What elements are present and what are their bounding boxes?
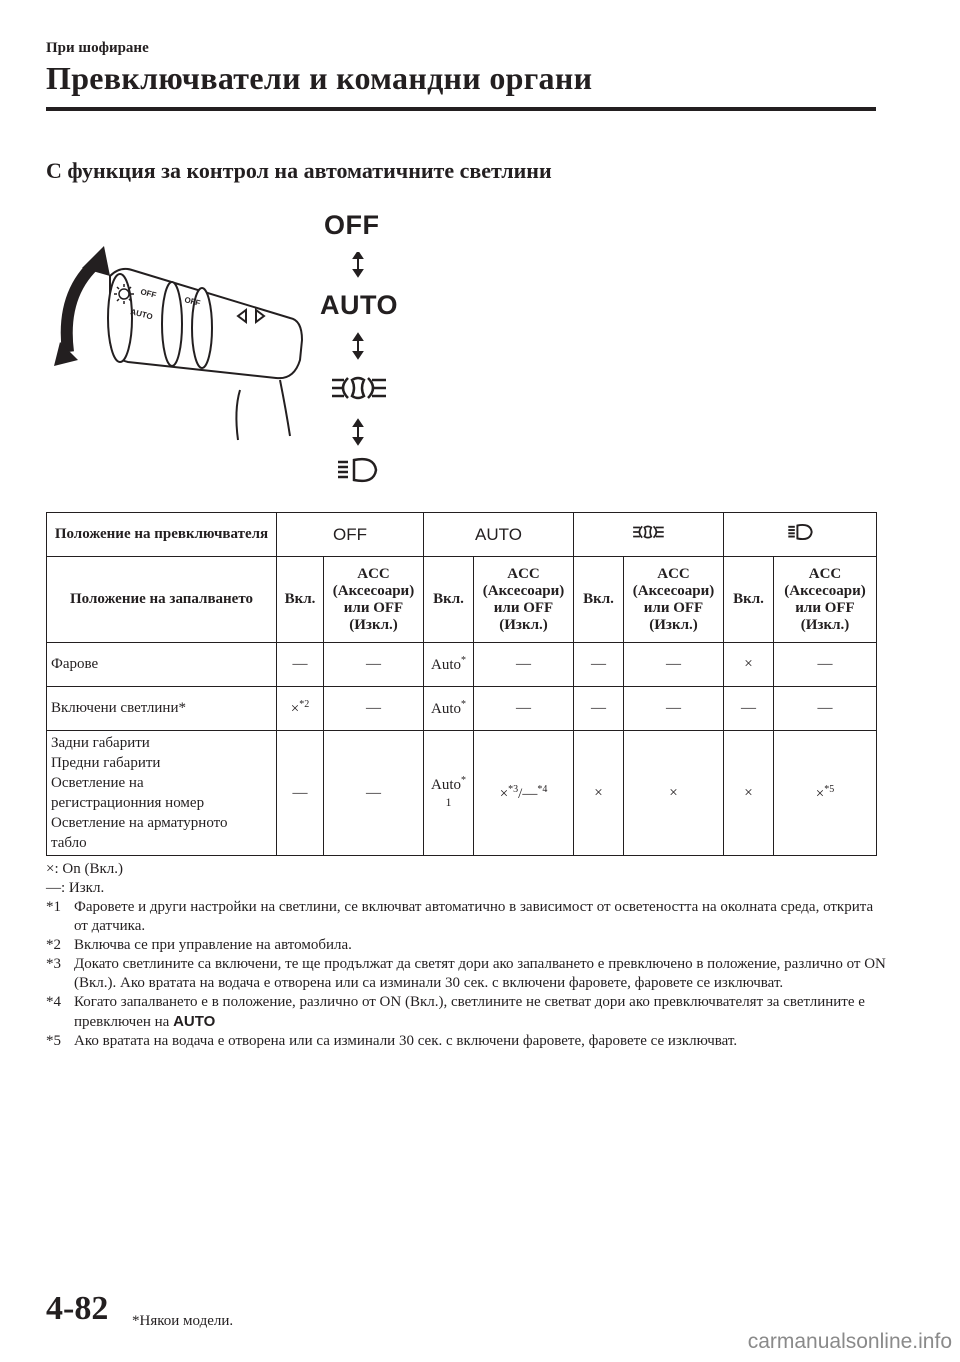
ignition-acc-cell: ACC (Аксесоари) или OFF (Изкл.) <box>624 557 724 643</box>
col-off-header: OFF <box>277 513 424 557</box>
table-row <box>47 687 877 731</box>
table-cell: — <box>624 687 724 731</box>
ignition-acc-cell: ACC (Аксесоари) или OFF (Изкл.) <box>324 557 424 643</box>
footer-note: *Някои модели. <box>132 1313 234 1329</box>
table-cell: — <box>324 731 424 856</box>
table-cell: × <box>724 731 774 856</box>
table-cell: — <box>277 731 324 856</box>
page-title: Превключватели и командни органи <box>46 60 593 96</box>
table-row <box>47 731 877 856</box>
rotation-arrow-icon <box>54 246 110 366</box>
ignition-on-cell: Вкл. <box>724 557 774 643</box>
auto-symbol: AUTO <box>173 1013 216 1030</box>
table-header-row <box>47 513 877 557</box>
auto-position-label: AUTO <box>320 290 399 320</box>
row-label: Задни габарити Предни габарити Осветление на регистрационния номер Осветление на арматурното табло <box>47 731 277 856</box>
table-cell: Auto* 1 <box>424 731 474 856</box>
row-label: Включени светлини* <box>47 687 277 731</box>
table-cell: ×$^{*3}$/—$^{*4}$ <box>474 731 574 856</box>
table-cell: — <box>324 687 424 731</box>
table-cell: — <box>774 687 877 731</box>
footnote: *5 Ако вратата на водача е отворена или са изминали 30 сек. с включени фаровете, фаровете се изключват. <box>46 1033 738 1049</box>
headlight-icon <box>787 522 813 542</box>
footnote: *2 Включва се при управление на автомобила. <box>46 937 352 953</box>
svg-text:AUTO: AUTO <box>129 307 154 322</box>
table-cell: × <box>724 643 774 687</box>
table-cell: ×$^{*2}$ <box>277 687 324 731</box>
table-cell: — <box>724 687 774 731</box>
section-label: При шофиране <box>46 40 149 56</box>
position-arrows <box>330 252 390 492</box>
table-cell: × <box>624 731 724 856</box>
ignition-on-cell: Вкл. <box>277 557 324 643</box>
footnote: *4 Когато запалването е в положение, различно от ON (Вкл.), светлините не светват дори ако превключвателят за светлините е превключен на AUTO <box>46 994 865 1030</box>
title-divider <box>46 107 876 111</box>
table-cell: — <box>474 687 574 731</box>
table-cell: × <box>574 731 624 856</box>
table-cell: — <box>277 643 324 687</box>
table-cell: — <box>774 643 877 687</box>
col-auto-header: AUTO <box>424 513 574 557</box>
footnote: *1 Фаровете и други настройки на светлини, се включват автоматично в зависимост от осветеността на околната среда, открита от датчика. <box>46 899 874 934</box>
table-cell: Auto* <box>424 687 474 731</box>
light-operation-table <box>46 512 877 856</box>
watermark: carmanualsonline.info <box>747 1330 952 1353</box>
switch-position-header: Положение на превключвателя <box>47 513 277 557</box>
table-cell: Auto* <box>424 643 474 687</box>
table-row <box>47 643 877 687</box>
table-cell: — <box>624 643 724 687</box>
col-parking-header <box>574 513 724 557</box>
table-cell: ×$^{*5}$ <box>774 731 877 856</box>
footnote: *3 Докато светлините са включени, те ще продължат да светят дори ако запалването е превключено в положение, различно от ON (Вкл.). Ако вратата на водача е отворена или са изминали 30 сек. с включени фаровете, фаровете се изключват. <box>46 956 886 991</box>
table-cell: — <box>474 643 574 687</box>
row-label: Фарове <box>47 643 277 687</box>
legend-on: ×: On (Вкл.) <box>46 861 123 877</box>
table-cell: — <box>574 687 624 731</box>
ignition-row <box>47 557 877 643</box>
table-notes <box>46 860 886 1051</box>
col-headlight-header <box>724 513 877 557</box>
headlight-icon <box>338 459 376 481</box>
svg-text:OFF: OFF <box>183 295 202 308</box>
ignition-acc-cell: ACC (Аксесоари) или OFF (Изкл.) <box>774 557 877 643</box>
ignition-on-cell: Вкл. <box>574 557 624 643</box>
ignition-acc-cell: ACC (Аксесоари) или OFF (Изкл.) <box>474 557 574 643</box>
ignition-label: Положение на запалването <box>47 557 277 643</box>
page-number: 4-82 <box>46 1290 109 1327</box>
svg-text:OFF: OFF <box>139 287 158 300</box>
table-cell: — <box>574 643 624 687</box>
off-position-label: OFF <box>324 210 380 240</box>
table-cell: — <box>324 643 424 687</box>
light-switch-illustration <box>40 210 440 485</box>
parking-light-icon <box>632 522 666 542</box>
parking-light-icon <box>332 378 386 398</box>
legend-off: —: Изкл. <box>46 880 105 896</box>
subheading: С функция за контрол на автоматичните светлини <box>46 158 552 183</box>
ignition-on-cell: Вкл. <box>424 557 474 643</box>
